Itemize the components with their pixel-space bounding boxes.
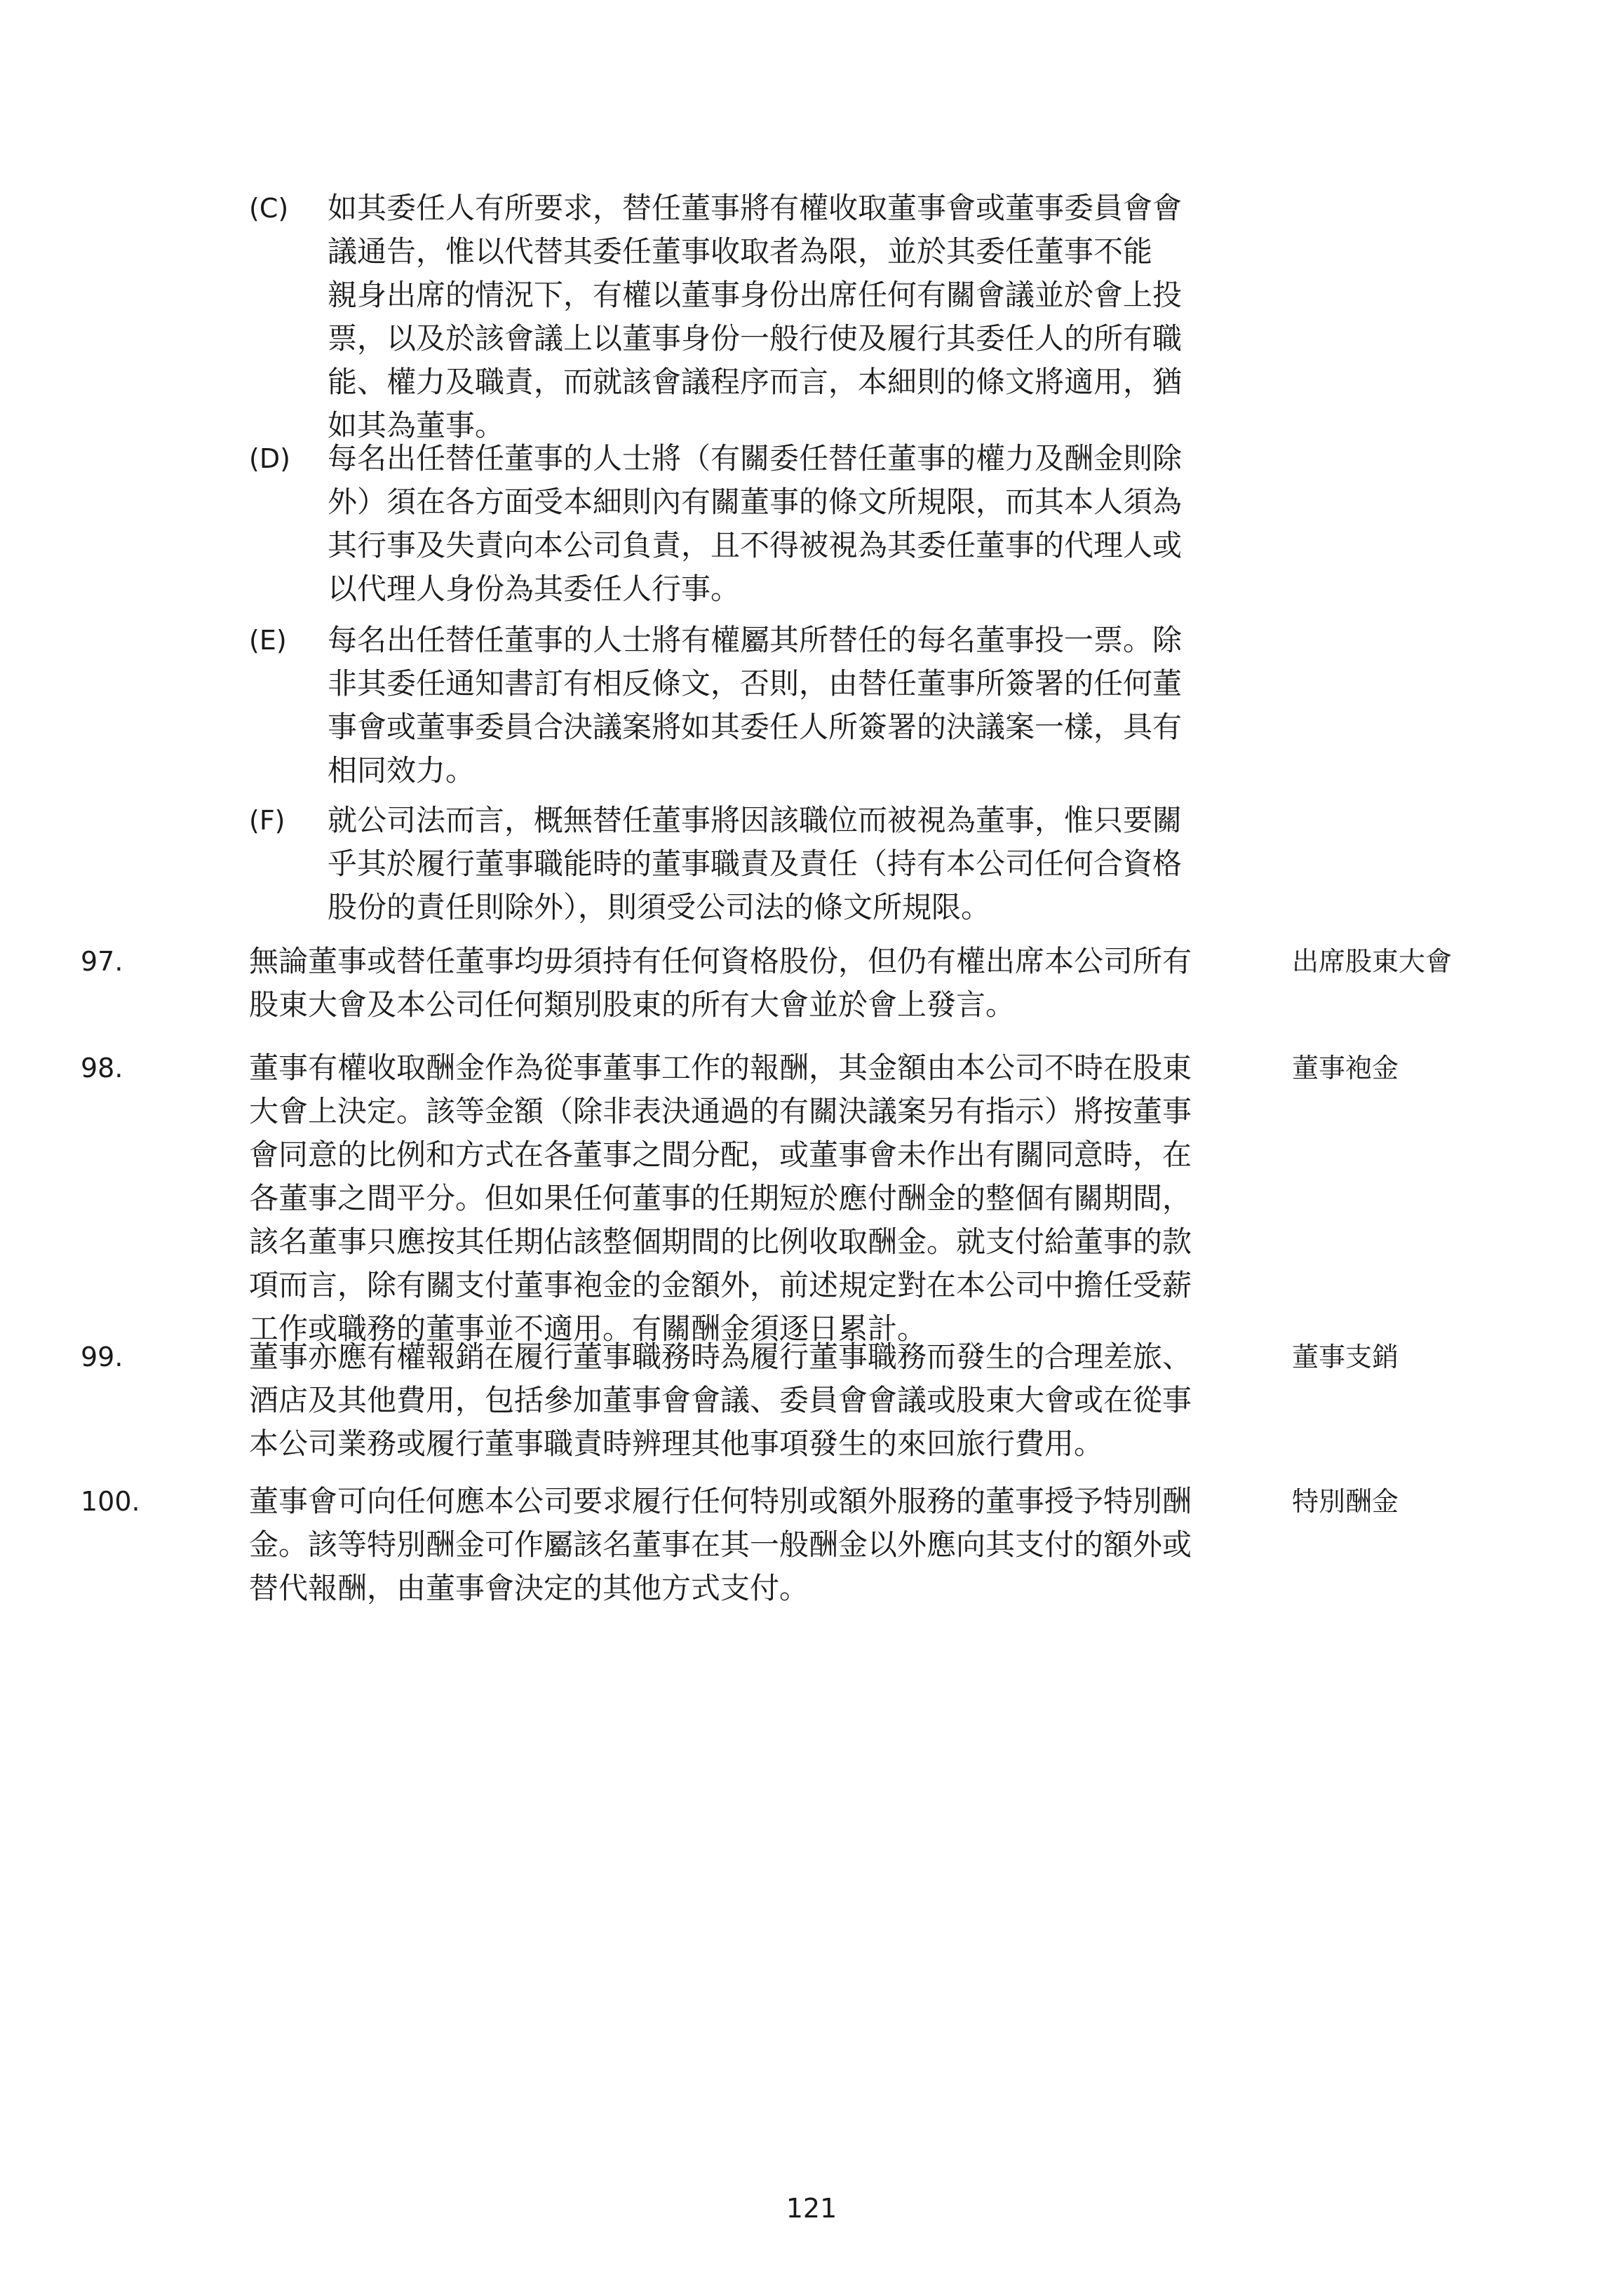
text-line: 股東大會及本公司任何類別股東的所有大會並於會上發言。 — [249, 987, 1016, 1022]
text-line: 乎其於履行董事職能時的董事職責及責任（持有本公司任何合資格 — [328, 846, 1183, 881]
article-text — [249, 1480, 1238, 1610]
text-line: 事會或董事委員合決議案將如其委任人所簽署的決議案一樣，具有 — [328, 710, 1183, 744]
text-line: 親身出席的情況下，有權以董事身份出席任何有關會議並於會上投 — [328, 278, 1183, 312]
text-line: 其行事及失責向本公司負責，且不得被視為其委任董事的代理人或 — [328, 528, 1183, 562]
page-number: 121 — [786, 2193, 837, 2224]
text-line: 該名董事只應按其任期佔該整個期間的比例收取酬金。就支付給董事的款 — [249, 1224, 1192, 1259]
text-line: 替代報酬，由董事會決定的其他方式支付。 — [249, 1571, 809, 1605]
subclause-label: (F) — [249, 805, 285, 836]
subclause-label: (C) — [249, 193, 289, 224]
text-line: 就公司法而言，概無替任董事將因該職位而被視為董事，惟只要關 — [328, 803, 1183, 837]
text-line: 非其委任通知書訂有相反條文，否則，由替任董事所簽署的任何董 — [328, 666, 1183, 701]
text-line: 每名出任替任董事的人士將有權屬其所替任的每名董事投一票。除 — [328, 623, 1183, 657]
subclause-label: (E) — [249, 625, 287, 656]
text-line: 各董事之間平分。但如果任何董事的任期短於應付酬金的整個有關期間， — [249, 1181, 1192, 1215]
text-line: 酒店及其他費用，包括參加董事會會議、委員會會議或股東大會或在從事 — [249, 1383, 1192, 1417]
text-line: 無論董事或替任董事均毋須持有任何資格股份，但仍有權出席本公司所有 — [249, 944, 1192, 978]
article-text — [249, 940, 1238, 1027]
margin-note-article-99: 董事支銷 — [1292, 1342, 1399, 1372]
text-line: 相同效力。 — [328, 753, 476, 788]
article-number: 97. — [81, 946, 123, 977]
text-line: 董事亦應有權報銷在履行董事職務時為履行董事職務而發生的合理差旅、 — [249, 1339, 1192, 1374]
subclause-label: (D) — [249, 443, 290, 474]
text-line: 項而言，除有關支付董事袍金的金額外，前述規定對在本公司中擔任受薪 — [249, 1268, 1192, 1302]
subclause-text — [328, 437, 1239, 611]
text-line: 以代理人身份為其委任人行事。 — [328, 572, 741, 606]
subclause-text — [328, 187, 1239, 447]
text-line: 董事有權收取酬金作為從事董事工作的報酬，其金額由本公司不時在股東 — [249, 1051, 1192, 1085]
text-line: 本公司業務或履行董事職責時辨理其他事項發生的來回旅行費用。 — [249, 1426, 1104, 1461]
article-number: 100. — [81, 1486, 140, 1517]
text-line: 如其為董事。 — [328, 408, 505, 443]
text-line: 金。該等特別酬金可作屬該名董事在其一般酬金以外應向其支付的額外或 — [249, 1527, 1192, 1562]
text-line: 如其委任人有所要求，替任董事將有權收取董事會或董事委員會會 — [328, 191, 1183, 225]
text-line: 股份的責任則除外），則須受公司法的條文所規限。 — [328, 890, 991, 924]
text-line: 大會上決定。該等金額（除非表決通過的有關決議案另有指示）將按董事 — [249, 1094, 1192, 1128]
text-line: 每名出任替任董事的人士將（有關委任替任董事的權力及酬金則除 — [328, 441, 1183, 475]
text-line: 外）須在各方面受本細則內有關董事的條文所規限，而其本人須為 — [328, 485, 1183, 519]
text-line: 票，以及於該會議上以董事身份一般行使及履行其委任人的所有職 — [328, 321, 1183, 356]
article-text — [249, 1046, 1238, 1351]
text-line: 董事會可向任何應本公司要求履行任何特別或額外服務的董事授予特別酬 — [249, 1484, 1192, 1518]
text-line: 議通告，惟以代替其委任董事收取者為限，並於其委任董事不能 — [328, 234, 1153, 269]
article-text — [249, 1335, 1238, 1466]
margin-note-article-97: 出席股東大會 — [1292, 946, 1453, 977]
margin-note-article-100: 特別酬金 — [1292, 1486, 1399, 1517]
subclause-text — [328, 619, 1239, 792]
text-line: 工作或職務的董事並不適用。有關酬金須逐日累計。 — [249, 1311, 927, 1346]
margin-note-article-98: 董事袍金 — [1292, 1053, 1399, 1083]
article-number: 98. — [81, 1053, 123, 1083]
article-number: 99. — [81, 1342, 123, 1372]
subclause-text — [328, 799, 1239, 929]
text-line: 能、權力及職責，而就該會議程序而言，本細則的條文將適用，猶 — [328, 365, 1183, 399]
text-line: 會同意的比例和方式在各董事之間分配，或董事會未作出有關同意時，在 — [249, 1137, 1192, 1172]
